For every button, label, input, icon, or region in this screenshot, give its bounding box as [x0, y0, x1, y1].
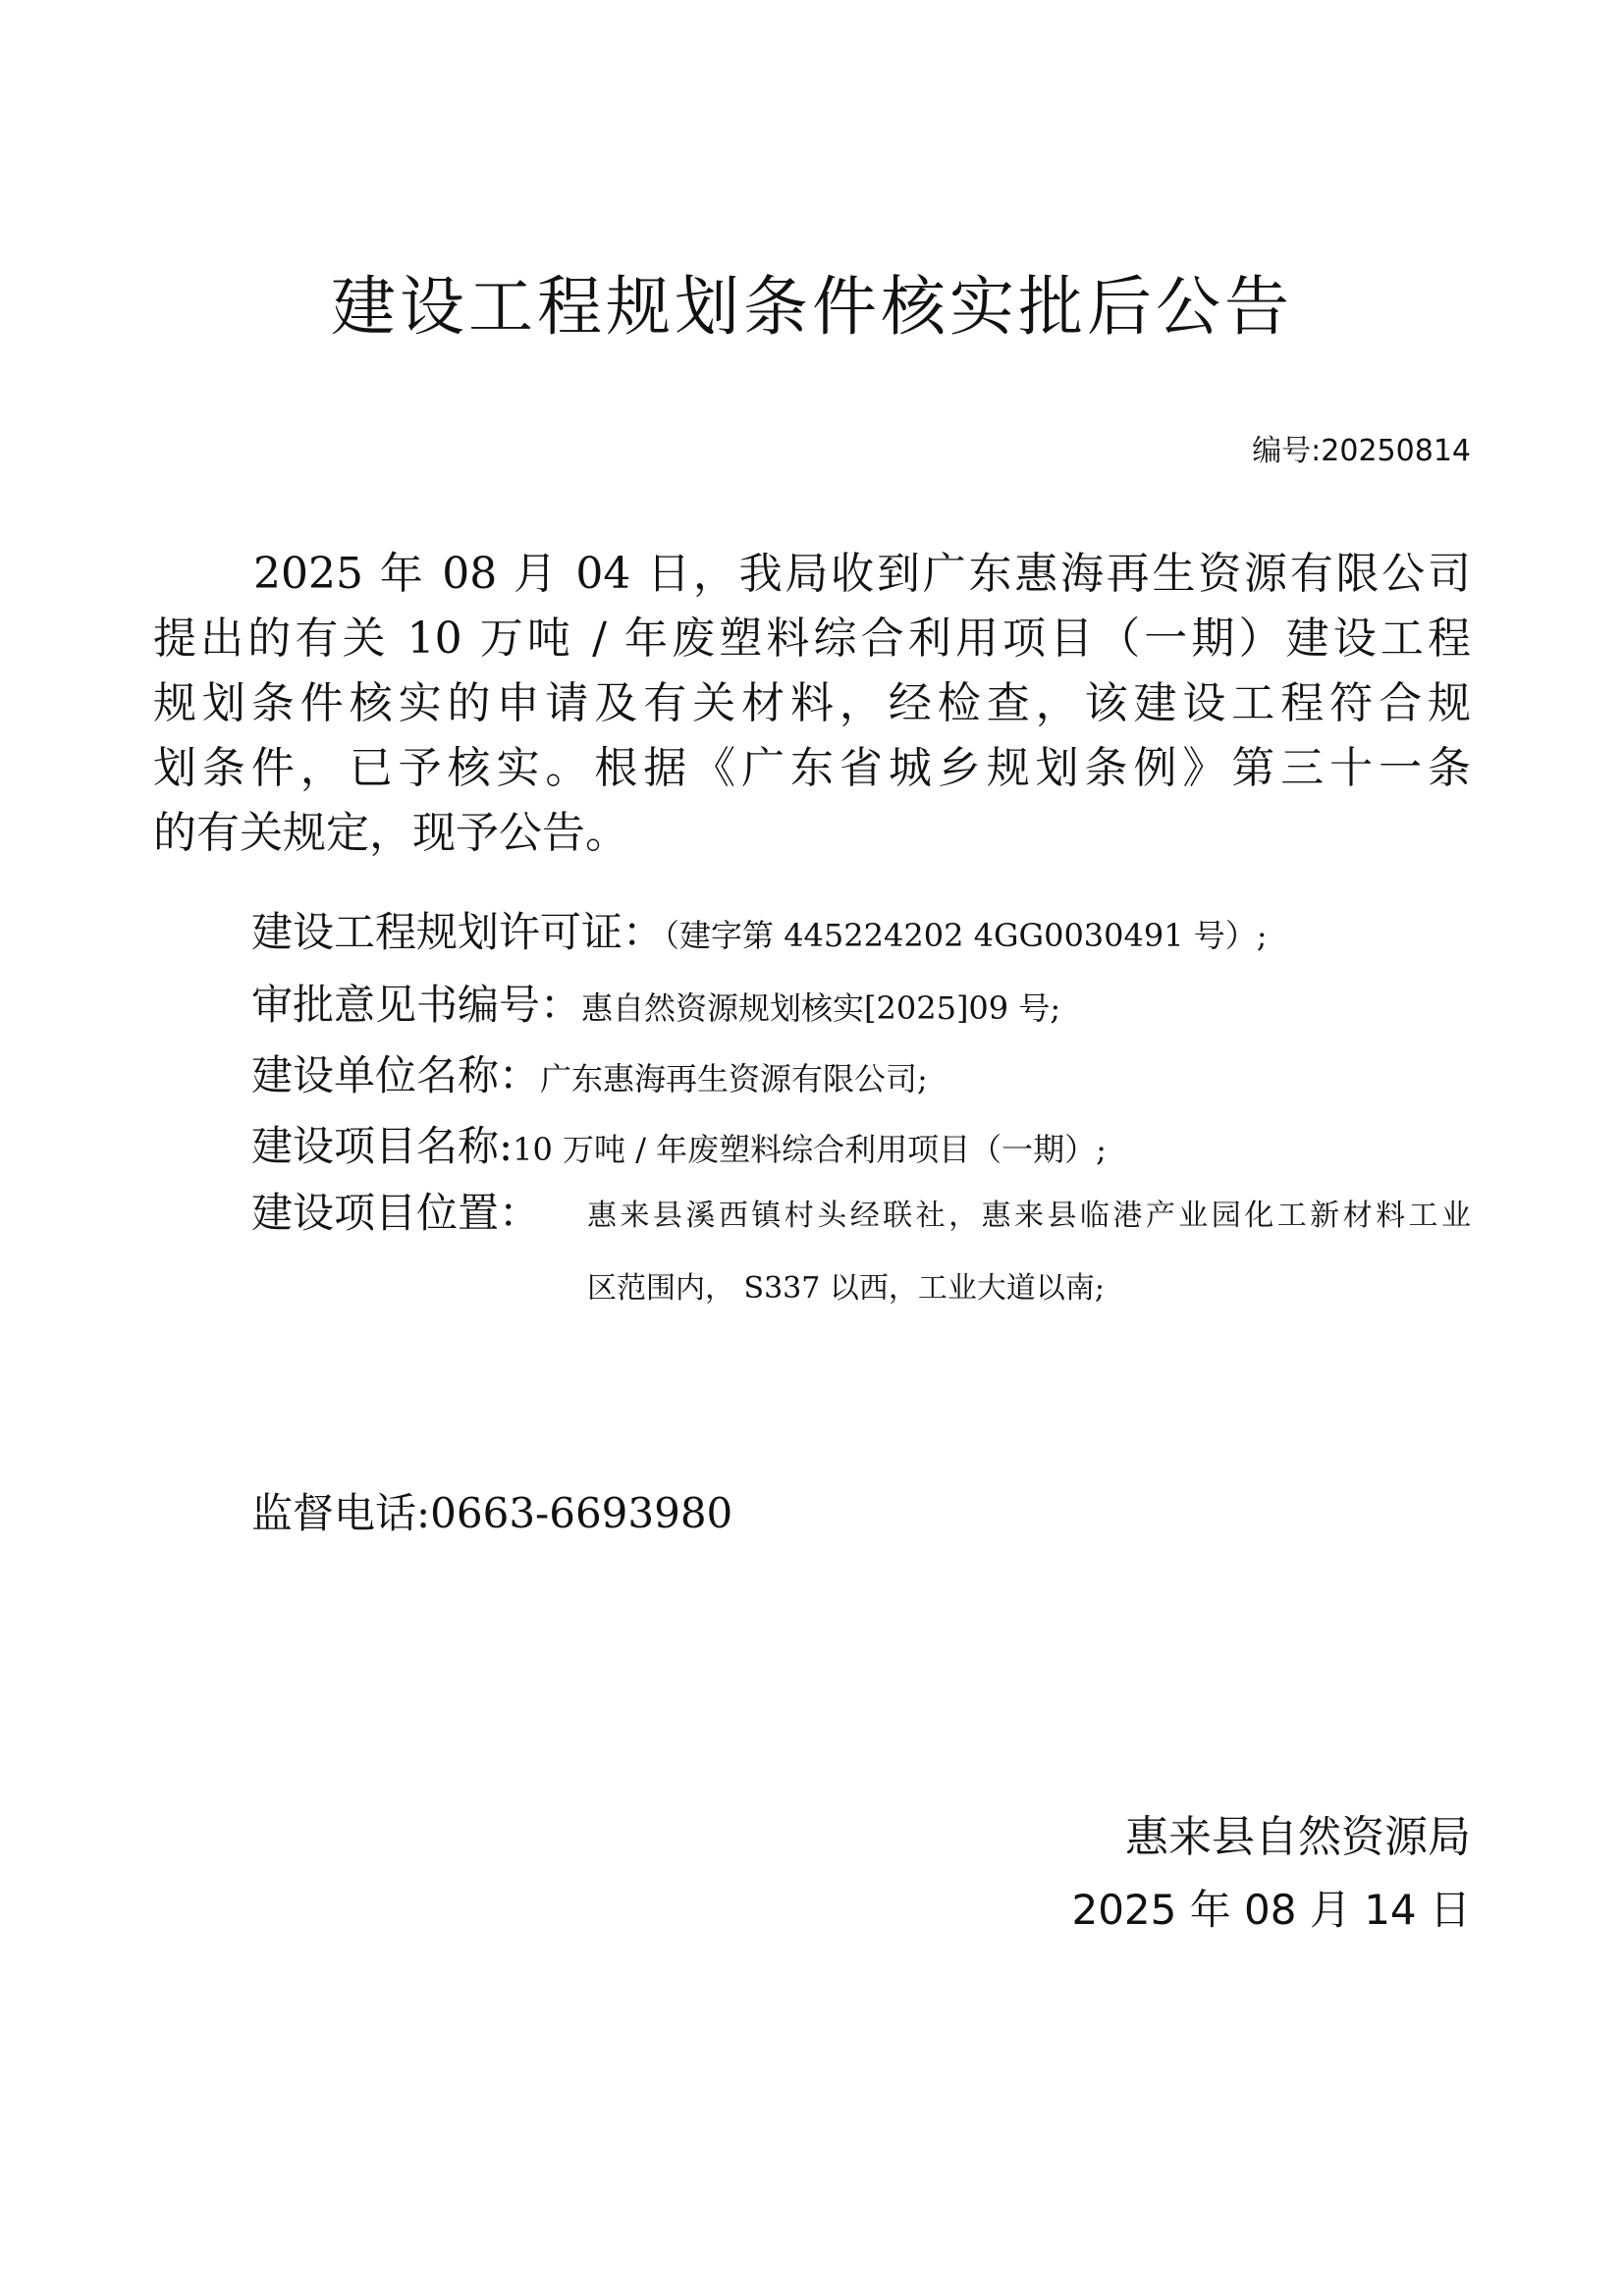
unit-label: 建设单位名称：: [251, 1051, 541, 1099]
location-label: 建设项目位置：: [251, 1189, 541, 1237]
body-line: 提出的有关 10 万吨 / 年废塑料综合利用项目（一期）建设工程: [153, 614, 1471, 664]
issue-date: 2025 年 08 月 14 日: [1071, 1886, 1471, 1934]
project-value: 10 万吨 / 年废塑料综合利用项目（一期）;: [513, 1131, 1107, 1168]
permit-value: （建字第 445224202 4GG0030491 号）;: [664, 917, 1268, 954]
document-title: 建设工程规划条件核实批后公告: [331, 269, 1293, 345]
body-line: 规划条件核实的申请及有关材料，经检查，该建设工程符合规: [153, 678, 1471, 728]
approval-label: 审批意见书编号：: [251, 981, 582, 1029]
approval-field: [251, 976, 1060, 1038]
location-value-line1: 惠来县溪西镇村头经联社，惠来县临港产业园化工新材料工业: [587, 1199, 1471, 1233]
announcement-body: [153, 542, 1471, 866]
unit-field: [251, 1046, 928, 1108]
body-line: 划条件，已予核实。根据《广东省城乡规划条例》第三十一条: [153, 743, 1471, 793]
project-label: 建设项目名称:: [251, 1122, 514, 1170]
body-line: 的有关规定，现予公告。: [153, 808, 628, 858]
body-line: 2025 年 08 月 04 日，我局收到广东惠海再生资源有限公司: [253, 549, 1471, 599]
document-number: 编号:20250814: [1252, 434, 1471, 468]
supervision-phone: 监督电话:0663-6693980: [251, 1489, 733, 1537]
project-field: [251, 1117, 1107, 1179]
issuer-name: 惠来县自然资源局: [1125, 1812, 1471, 1862]
permit-label: 建设工程规划许可证：: [251, 908, 665, 956]
location-value-line2: 区范围内， S337 以西，工业大道以南;: [587, 1271, 1105, 1306]
permit-field: [251, 903, 1268, 965]
approval-value: 惠自然资源规划核实[2025]09 号;: [581, 989, 1061, 1027]
unit-value: 广东惠海再生资源有限公司;: [540, 1060, 928, 1097]
